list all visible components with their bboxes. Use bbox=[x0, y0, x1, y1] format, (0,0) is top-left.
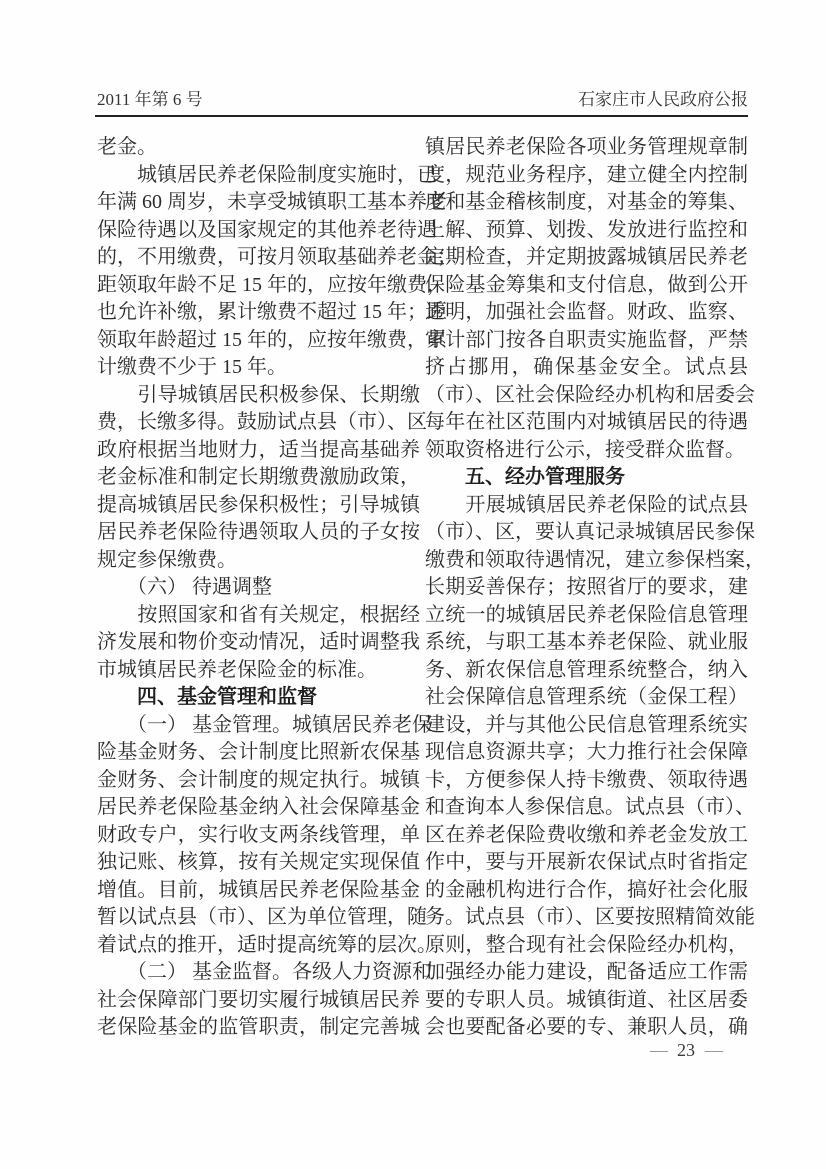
text-line: （六） 待遇调整 bbox=[97, 576, 272, 598]
text-line: 区在养老保险费收缴和养老金发放工 bbox=[425, 823, 748, 846]
text-line: 提高城镇居民参保积极性；引导城镇 bbox=[97, 493, 420, 516]
text-line: （市）、区，要认真记录城镇居民参保 bbox=[425, 521, 755, 543]
text-line: 老金。 bbox=[97, 136, 157, 158]
text-line: 镇居民养老保险各项业务管理规章制 bbox=[425, 136, 748, 158]
text-line: 居民养老保险基金纳入社会保障基金 bbox=[97, 796, 420, 818]
text-line: 独记账、核算，按有关规定实现保值 bbox=[97, 851, 420, 873]
text-line: 金财务、会计制度的规定执行。城镇 bbox=[97, 768, 420, 791]
text-line: 领取资格进行公示，接受群众监督。 bbox=[425, 438, 745, 461]
page-header bbox=[97, 86, 748, 110]
header-publication-title: 石家庄市人民政府公报 bbox=[578, 90, 748, 109]
text-line: 按照国家和省有关规定，根据经 bbox=[97, 603, 420, 626]
text-line: 审计部门按各自职责实施监督，严禁 bbox=[425, 328, 748, 351]
section-heading: 五、经办管理服务 bbox=[425, 466, 625, 488]
text-line: 费，长缴多得。鼓励试点县（市）、区 bbox=[97, 411, 427, 433]
text-line: 定期检查，并定期披露城镇居民养老 bbox=[425, 246, 748, 268]
text-line: 也允许补缴，累计缴费不超过 15 年；距 bbox=[97, 301, 447, 323]
page-footer bbox=[425, 1040, 748, 1061]
text-line: 着试点的推开，适时提高统筹的层次。 bbox=[97, 933, 437, 956]
text-line: 的金融机构进行合作，搞好社会化服 bbox=[425, 878, 748, 901]
text-line: （一） 基金管理。城镇居民养老保 bbox=[97, 713, 432, 736]
text-line: 缴费和领取待遇情况，建立参保档案， bbox=[425, 548, 765, 571]
text-line: 计缴费不少于 15 年。 bbox=[97, 356, 287, 378]
text-line: 市城镇居民养老保险金的标准。 bbox=[97, 658, 377, 681]
page-body bbox=[97, 134, 765, 1042]
text-line: 上解、预算、划拨、发放进行监控和 bbox=[425, 218, 748, 241]
text-line: 挤占挪用，确保基金安全。试点县 bbox=[425, 356, 748, 378]
text-line: 领取年龄超过 15 年的，应按年缴费，累 bbox=[97, 328, 447, 351]
page-number-left-dash: — bbox=[650, 1040, 667, 1060]
left-column bbox=[97, 134, 457, 1042]
text-line: 原则，整合现有社会保险经办机构， bbox=[425, 933, 748, 956]
text-line: 透明，加强社会监督。财政、监察、 bbox=[425, 301, 748, 323]
page-number-right-dash: — bbox=[705, 1040, 722, 1060]
text-line: 长期妥善保存；按照省厅的要求，建 bbox=[425, 576, 748, 598]
text-line: 保险待遇以及国家规定的其他养老待遇 bbox=[97, 218, 437, 241]
text-line: 政府根据当地财力，适当提高基础养 bbox=[97, 438, 420, 461]
text-line: 济发展和物价变动情况，适时调整我 bbox=[97, 631, 420, 653]
text-line: 加强经办能力建设，配备适应工作需 bbox=[425, 961, 748, 983]
text-line: 增值。目前，城镇居民养老保险基金 bbox=[97, 878, 420, 901]
text-line: 卡，方便参保人持卡缴费、领取待遇 bbox=[425, 768, 748, 791]
text-line: （市）、区社会保险经办机构和居委会 bbox=[425, 383, 755, 406]
text-line: 社会保障信息管理系统（金保工程） bbox=[425, 686, 748, 708]
text-line: 居民养老保险待遇领取人员的子女按 bbox=[97, 521, 420, 543]
text-line: 和查询本人参保信息。试点县（市）、 bbox=[425, 796, 755, 818]
text-line: 开展城镇居民养老保险的试点县 bbox=[425, 493, 748, 516]
text-line: 引导城镇居民积极参保、长期缴 bbox=[97, 383, 420, 406]
text-line: 保险基金筹集和支付信息，做到公开 bbox=[425, 273, 748, 296]
text-line: 暂以试点县（市）、区为单位管理，随 bbox=[97, 906, 427, 928]
text-line: 社会保障部门要切实履行城镇居民养 bbox=[97, 988, 420, 1011]
text-line: 要的专职人员。城镇街道、社区居委 bbox=[425, 988, 748, 1011]
text-line: （二） 基金监督。各级人力资源和 bbox=[97, 961, 432, 983]
text-line: 的，不用缴费，可按月领取基础养老金； bbox=[97, 246, 457, 268]
text-line: 度和基金稽核制度，对基金的筹集、 bbox=[425, 191, 748, 213]
text-line: 会也要配备必要的专、兼职人员，确 bbox=[425, 1016, 748, 1038]
text-line: 距领取年龄不足 15 年的，应按年缴费， bbox=[97, 273, 447, 296]
text-line: 年满 60 周岁，未享受城镇职工基本养老 bbox=[97, 191, 447, 213]
text-line: 老金标准和制定长期缴费激励政策， bbox=[97, 466, 420, 488]
text-line: 老保险基金的监管职责，制定完善城 bbox=[97, 1016, 420, 1038]
right-column bbox=[425, 134, 765, 1042]
text-line: 每年在社区范围内对城镇居民的待遇 bbox=[425, 411, 748, 433]
text-line: 险基金财务、会计制度比照新农保基 bbox=[97, 741, 420, 763]
text-line: 务、新农保信息管理系统整合，纳入 bbox=[425, 658, 748, 681]
section-heading: 四、基金管理和监督 bbox=[97, 686, 317, 708]
text-line: 现信息资源共享；大力推行社会保障 bbox=[425, 741, 748, 763]
text-line: 建设，并与其他公民信息管理系统实 bbox=[425, 713, 748, 736]
header-divider bbox=[95, 115, 748, 117]
text-line: 作中，要与开展新农保试点时省指定 bbox=[425, 851, 748, 873]
header-issue-label: 2011 年第 6 号 bbox=[97, 90, 203, 109]
text-line: 度，规范业务程序，建立健全内控制 bbox=[425, 163, 748, 186]
page-number: 23 bbox=[677, 1040, 695, 1060]
text-line: 系统，与职工基本养老保险、就业服 bbox=[425, 631, 748, 653]
text-line: 务。试点县（市）、区要按照精简效能 bbox=[425, 906, 755, 928]
text-line: 城镇居民养老保险制度实施时，已 bbox=[97, 163, 437, 186]
text-line: 立统一的城镇居民养老保险信息管理 bbox=[425, 603, 748, 626]
text-line: 财政专户，实行收支两条线管理，单 bbox=[97, 823, 420, 846]
text-line: 规定参保缴费。 bbox=[97, 548, 237, 571]
